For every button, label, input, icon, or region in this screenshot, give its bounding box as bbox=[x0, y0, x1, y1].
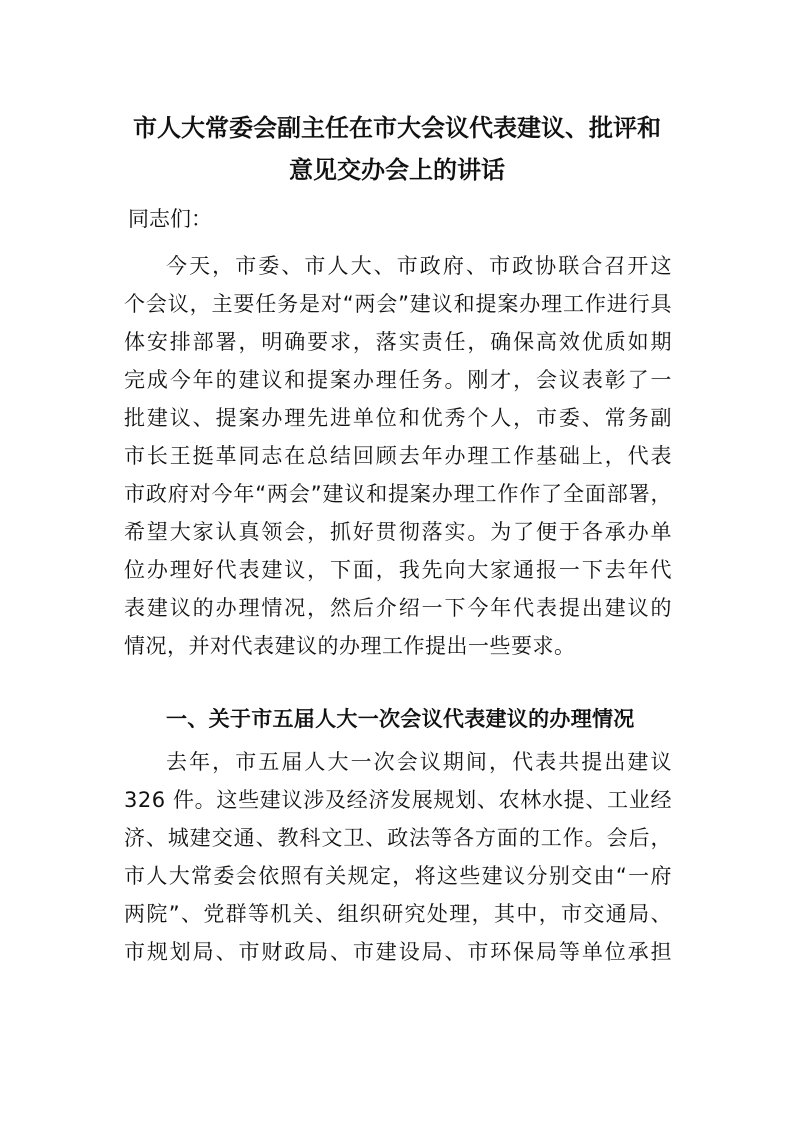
paragraph-2-line: 去年，市五届人大一次会议期间，代表共提出建议 bbox=[166, 750, 672, 774]
paragraph-1-line: 情况，并对代表建议的办理工作提出一些要求。 bbox=[124, 634, 576, 658]
section-1-heading: 一、关于市五届人大一次会议代表建议的办理情况 bbox=[166, 707, 635, 731]
paragraph-1-line: 完成今年的建议和提案办理任务。刚才，会议表彰了一 bbox=[124, 368, 672, 392]
paragraph-1-line: 批建议、提案办理先进单位和优秀个人，市委、常务副 bbox=[124, 406, 672, 430]
paragraph-1-line: 表建议的办理情况，然后介绍一下今年代表提出建议的 bbox=[124, 596, 672, 620]
paragraph-1-line: 市政府对今年“两会”建议和提案办理工作作了全面部署， bbox=[124, 482, 672, 506]
document-title-line-2: 意见交办会上的讲话 bbox=[289, 155, 505, 184]
paragraph-1-line: 体安排部署，明确要求，落实责任，确保高效优质如期 bbox=[124, 330, 672, 354]
paragraph-2-line: 两院”、党群等机关、组织研究处理，其中，市交通局、 bbox=[124, 902, 672, 926]
paragraph-1-line: 今天，市委、市人大、市政府、市政协联合召开这 bbox=[166, 254, 672, 278]
paragraph-2-line: 市规划局、市财政局、市建设局、市环保局等单位承担 bbox=[124, 940, 672, 964]
paragraph-2-line: 市人大常委会依照有关规定，将这些建议分别交由“一府 bbox=[124, 864, 672, 888]
document-title-line-1: 市人大常委会副主任在市大会议代表建议、批评和 bbox=[133, 113, 661, 142]
paragraph-1-line: 市长王挺革同志在总结回顾去年办理工作基础上，代表 bbox=[124, 444, 672, 468]
paragraph-1-line: 位办理好代表建议，下面，我先向大家通报一下去年代 bbox=[124, 558, 672, 582]
salutation: 同志们： bbox=[128, 207, 212, 231]
paragraph-2-line: 济、城建交通、教科文卫、政法等各方面的工作。会后， bbox=[124, 826, 672, 850]
paragraph-2-line: 326 件。这些建议涉及经济发展规划、农林水提、工业经 bbox=[124, 788, 672, 812]
paragraph-1-line: 希望大家认真领会，抓好贯彻落实。为了便于各承办单 bbox=[124, 520, 672, 544]
paragraph-1-line: 个会议，主要任务是对“两会”建议和提案办理工作进行具 bbox=[124, 292, 672, 316]
